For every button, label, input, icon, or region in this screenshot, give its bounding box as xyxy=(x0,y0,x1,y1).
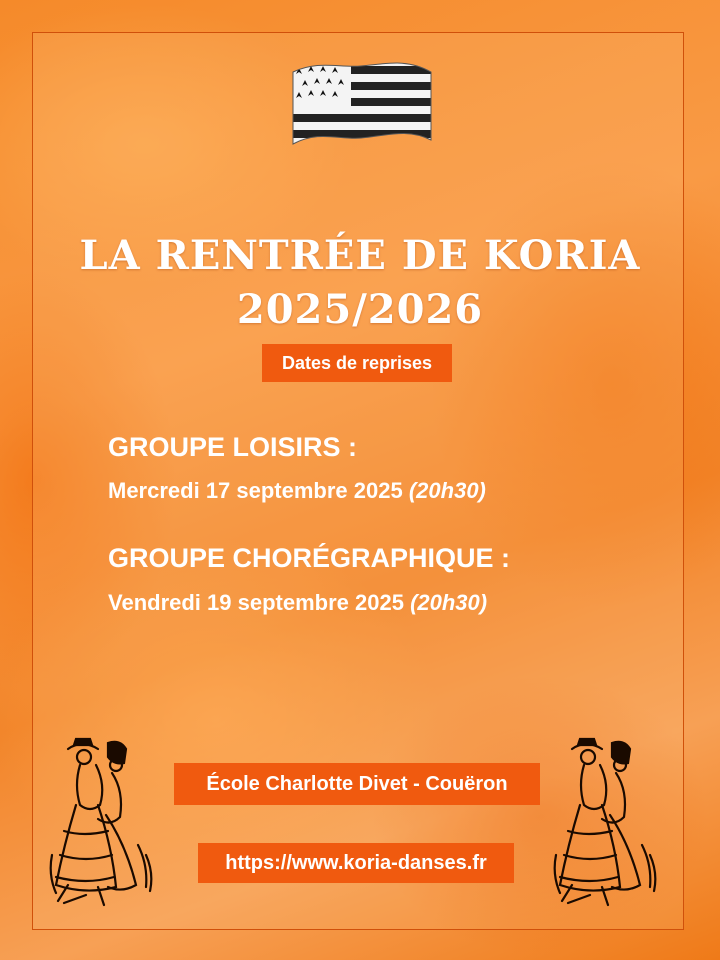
group-loisirs-heading: GROUPE LOISIRS : xyxy=(108,432,358,462)
poster-season: 2025/2026 xyxy=(236,286,484,333)
poster-title: LA RENTRÉE DE KORIA xyxy=(79,232,641,279)
group-choregraphique-date xyxy=(108,590,487,616)
website-link[interactable]: https://www.koria-danses.fr xyxy=(198,843,514,883)
dancers-illustration-right xyxy=(550,735,668,910)
group-choregraphique-heading: GROUPE CHORÉGRAPHIQUE : xyxy=(108,543,511,573)
group-loisirs-date xyxy=(108,478,486,504)
breton-flag-icon xyxy=(289,58,435,148)
dancers-illustration-left xyxy=(46,735,164,910)
location-badge: École Charlotte Divet - Couëron xyxy=(174,763,540,805)
group-choregraphique-time: (20h30) xyxy=(410,590,488,615)
group-loisirs-time: (20h30) xyxy=(408,478,486,503)
group-loisirs-day: Mercredi 17 septembre 2025 xyxy=(108,478,409,503)
dates-badge: Dates de reprises xyxy=(262,344,452,382)
group-choregraphique-day: Vendredi 19 septembre 2025 xyxy=(108,590,411,615)
